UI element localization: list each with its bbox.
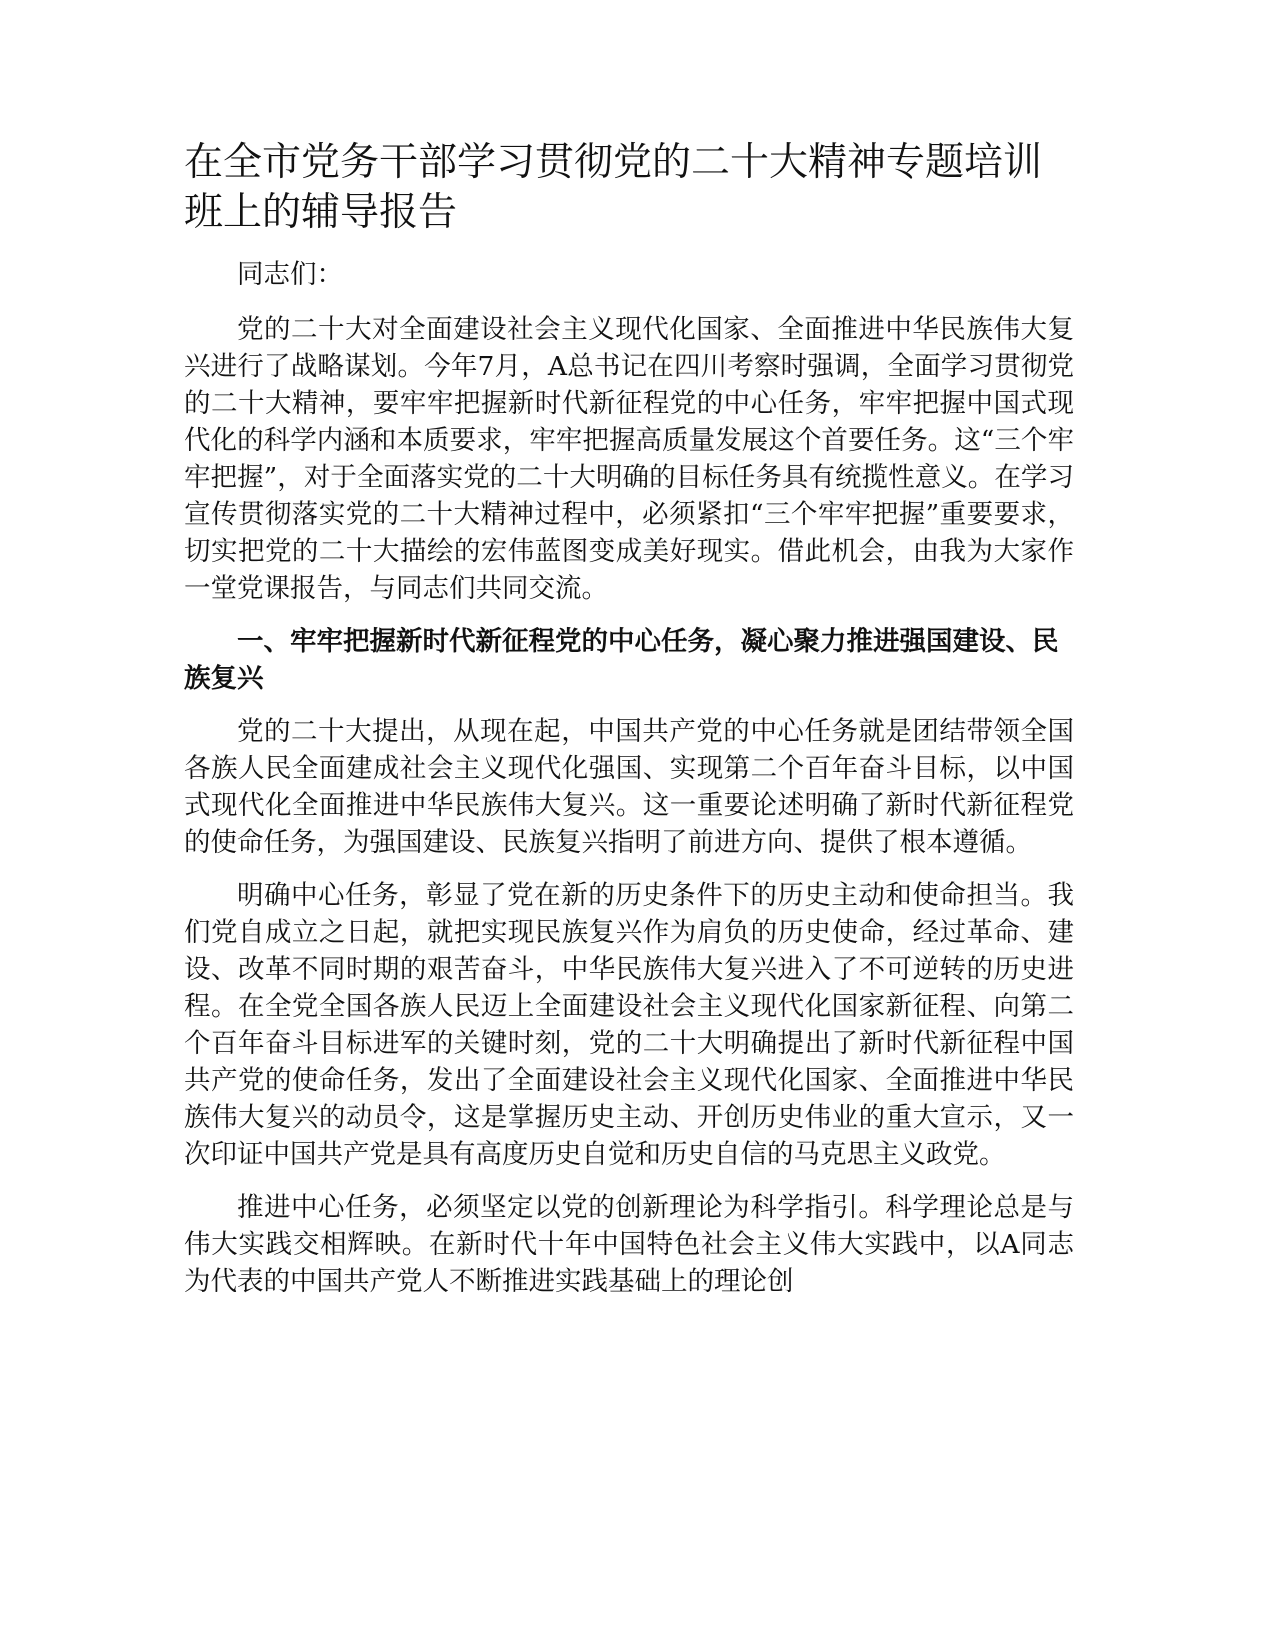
section-1-heading: 一、牢牢把握新时代新征程党的中心任务，凝心聚力推进强国建设、民族复兴	[184, 626, 1059, 694]
salutation: 同志们：	[237, 259, 343, 290]
document-page	[184, 138, 1074, 1316]
section-1-paragraph-2: 明确中心任务，彰显了党在新的历史条件下的历史主动和使命担当。我们党自成立之日起，就把实现民族复兴作为肩负的历史使命，经过革命、建设、改革不同时期的艰苦奋斗，中华民族伟大复兴进入了不可逆转的历史进程。在全党全国各族人民迈上全面建设社会主义现代化国家新征程、向第二个百年奋斗目标进军的关键时刻，党的二十大明确提出了新时代新征程中国共产党的使命任务，发出了全面建设社会主义现代化国家、全面推进中华民族伟大复兴的动员令，这是掌握历史主动、开创历史伟业的重大宣示，又一次印证中国共产党是具有高度历史自觉和历史自信的马克思主义政党。	[184, 880, 1074, 1170]
section-1-paragraph-1: 党的二十大提出，从现在起，中国共产党的中心任务就是团结带领全国各族人民全面建成社会主义现代化强国、实现第二个百年奋斗目标，以中国式现代化全面推进中华民族伟大复兴。这一重要论述明确了新时代新征程党的使命任务，为强国建设、民族复兴指明了前进方向、提供了根本遵循。	[184, 716, 1074, 858]
section-1-paragraph-3: 推进中心任务，必须坚定以党的创新理论为科学指引。科学理论总是与伟大实践交相辉映。在新时代十年中国特色社会主义伟大实践中，以A同志为代表的中国共产党人不断推进实践基础上的理论创	[184, 1192, 1074, 1297]
document-title: 在全市党务干部学习贯彻党的二十大精神专题培训班上的辅导报告	[184, 140, 1043, 235]
intro-paragraph: 党的二十大对全面建设社会主义现代化国家、全面推进中华民族伟大复兴进行了战略谋划。今年7月，A总书记在四川考察时强调，全面学习贯彻党的二十大精神，要牢牢把握新时代新征程党的中心任务，牢牢把握中国式现代化的科学内涵和本质要求，牢牢把握高质量发展这个首要任务。这“三个牢牢把握”，对于全面落实党的二十大明确的目标任务具有统揽性意义。在学习宣传贯彻落实党的二十大精神过程中，必须紧扣“三个牢牢把握”重要要求，切实把党的二十大描绘的宏伟蓝图变成美好现实。借此机会，由我为大家作一堂党课报告，与同志们共同交流。	[184, 314, 1074, 604]
